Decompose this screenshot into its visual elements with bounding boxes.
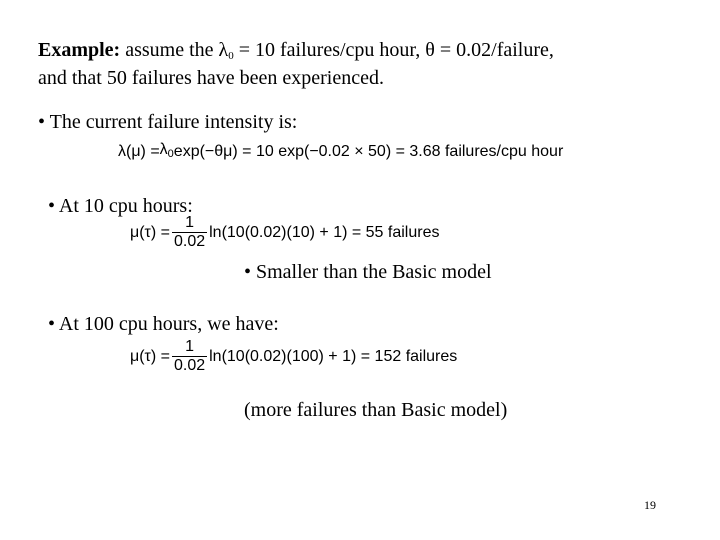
intensity-exp: exp(−θμ) = 10 exp(−0.02 × 50) = 3.68 failures/cpu hour [173, 143, 564, 160]
lambda-subscript: 0 [228, 50, 234, 62]
mu100-lhs: μ(τ) = [130, 347, 170, 365]
example-line-1 [38, 38, 554, 68]
lambda-symbol: λ [218, 39, 229, 61]
bullet-at-10-hours: • At 10 cpu hours: [48, 195, 193, 217]
example-label: Example: [38, 39, 121, 61]
theta-symbol: θ [425, 39, 435, 61]
mu10-denominator: 0.02 [173, 233, 206, 250]
equation-mu-100 [130, 338, 457, 375]
page-number: 19 [644, 498, 656, 512]
equation-intensity [118, 140, 563, 164]
example-text-post: = 0.02/failure, [434, 39, 554, 61]
note-more-failures: (more failures than Basic model) [244, 399, 508, 421]
mu10-lhs: μ(τ) = [130, 223, 170, 241]
example-line-2: and that 50 failures have been experienced. [38, 67, 384, 89]
mu100-numerator: 1 [185, 338, 194, 355]
intensity-lhs: λ(μ) = [118, 143, 160, 160]
mu10-rhs: ln(10(0.02)(10) + 1) = 55 failures [209, 223, 440, 241]
mu100-fraction [172, 338, 207, 375]
bullet-current-intensity: • The current failure intensity is: [38, 111, 298, 133]
bullet-at-100-hours: • At 100 cpu hours, we have: [48, 313, 279, 335]
example-text-pre: assume the [120, 39, 219, 61]
mu10-fraction [172, 214, 207, 251]
mu100-denominator: 0.02 [173, 357, 206, 374]
bullet-smaller-than-basic: • Smaller than the Basic model [244, 261, 492, 283]
mu10-numerator: 1 [185, 214, 194, 231]
intensity-lambda0: $\lambda_0$ [159, 141, 174, 160]
equation-mu-10 [130, 214, 439, 251]
example-text-mid: = 10 failures/cpu hour, [233, 39, 426, 61]
mu100-rhs: ln(10(0.02)(100) + 1) = 152 failures [209, 347, 458, 365]
